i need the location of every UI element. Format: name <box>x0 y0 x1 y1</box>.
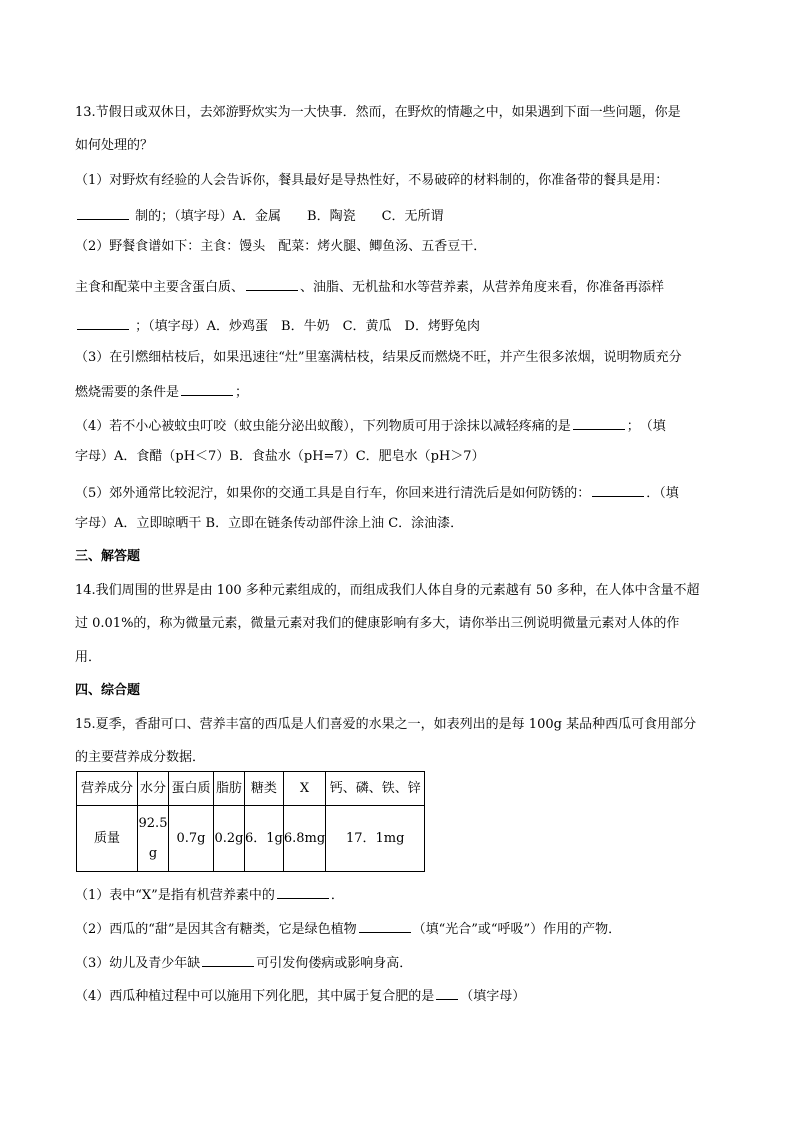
q13-part2-options: ；（填字母）A．炒鸡蛋 B．牛奶 C．黄瓜 D．烤野兔肉 <box>135 319 480 334</box>
q13-part2-line-1: （2）野餐食谱如下：主食：馒头 配菜：烤火腿、鲫鱼汤、五香豆干． <box>75 239 487 254</box>
table-header-cell: 脂肪 <box>214 772 245 806</box>
q15-part2-text: （2）西瓜的“甜”是因其含有糖类，它是绿色植物 <box>75 922 357 937</box>
q15-part3 <box>75 952 412 973</box>
q15-part2-end: （填“光合”或“呼吸”）作用的产物． <box>412 922 622 937</box>
answer-blank[interactable] <box>592 482 644 497</box>
q15-part3-end: 可引发佝偻病或影响身高． <box>256 956 413 971</box>
answer-blank[interactable] <box>359 918 411 933</box>
table-header-cell: 营养成分 <box>77 772 138 806</box>
q13-part4-text: （4）若不小心被蚊虫叮咬（蚊虫能分泌出蚁酸），下列物质可用于涂抹以减轻疼痛的是 <box>75 419 571 434</box>
q15-part4-text: （4）西瓜种植过程中可以施用下列化肥，其中属于复合肥的是 <box>75 989 435 1004</box>
table-cell: 6．1g <box>245 806 284 872</box>
q13-part2-line-3 <box>75 315 480 336</box>
answer-blank[interactable] <box>436 985 458 1000</box>
q14-line-1: 14.我们周围的世界是由 100 多种元素组成的，而组成我们人体自身的元素越有 50 多种，在人体中含量不超 <box>75 583 700 598</box>
q13-part2-line-2 <box>75 276 664 297</box>
q13-part5-line-1 <box>75 482 679 503</box>
q15-part1-end: ． <box>330 888 344 903</box>
answer-blank[interactable] <box>277 884 329 899</box>
q13-part1-options: 制的；（填字母）A．金属 B．陶瓷 C．无所谓 <box>135 209 444 224</box>
q15-part1-text: （1）表中“X”是指有机营养素中的 <box>75 888 275 903</box>
q13-part2-text-a: 主食和配菜中主要含蛋白质、 <box>75 280 245 295</box>
q13-part4-end: ； （填 <box>626 419 666 434</box>
q15-part1 <box>75 884 344 905</box>
table-row-label: 质量 <box>77 806 138 872</box>
table-cell: 6.8mg <box>283 806 325 872</box>
nutrition-table <box>76 771 425 872</box>
q14-line-3: 用． <box>75 650 102 665</box>
answer-blank[interactable] <box>202 952 254 967</box>
answer-blank[interactable] <box>77 315 129 330</box>
table-cell: 0.2g <box>214 806 245 872</box>
table-header-cell: 钙、磷、铁、锌 <box>326 772 425 806</box>
answer-blank[interactable] <box>246 276 298 291</box>
table-header-cell: 水分 <box>138 772 169 806</box>
q13-part3-line-2 <box>75 381 248 402</box>
q15-part3-text: （3）幼儿及青少年缺 <box>75 956 201 971</box>
q13-part4-line-1 <box>75 415 666 436</box>
table-cell: 17．1mg <box>326 806 425 872</box>
table-cell: 92.5g <box>138 806 169 872</box>
q13-part3-line-1: （3）在引燃细枯枝后，如果迅速往“灶”里塞满枯枝，结果反而燃烧不旺，并产生很多浓烟，说明物质充分 <box>75 350 682 365</box>
section-heading-3: 三、解答题 <box>75 549 141 564</box>
q15-line-1: 15.夏季，香甜可口、营养丰富的西瓜是人们喜爱的水果之一，如表列出的是每 100g 某品种西瓜可食用部分 <box>75 717 697 732</box>
section-heading-4: 四、综合题 <box>75 683 141 698</box>
table-row <box>77 806 425 872</box>
q13-part5-text: （5）郊外通常比较泥泞，如果你的交通工具是自行车，你回来进行清洗后是如何防锈的： <box>75 486 591 501</box>
q13-stem-line-2: 如何处理的？ <box>75 138 154 153</box>
answer-blank[interactable] <box>181 381 233 396</box>
q14-line-2: 过 0.01%的，称为微量元素，微量元素对我们的健康影响有多大，请你举出三例说明微量元素对人体的作 <box>75 616 680 631</box>
q13-part3-text: 燃烧需要的条件是 <box>75 385 180 400</box>
table-header-cell: X <box>283 772 325 806</box>
q15-part2 <box>75 918 621 939</box>
q13-part2-text-b: 、油脂、无机盐和水等营养素，从营养角度来看，你准备再添样 <box>300 280 665 295</box>
q13-part1-line-1: （1）对野炊有经验的人会告诉你，餐具最好是导热性好，不易破碎的材料制的，你准备带的餐具是用： <box>75 173 669 188</box>
q15-line-2: 的主要营养成分数据． <box>75 750 206 765</box>
table-header-cell: 蛋白质 <box>169 772 214 806</box>
table-header-row <box>77 772 425 806</box>
q13-part5-line-2: 字母）A．立即晾晒干 B．立即在链条传动部件涂上油 C．涂油漆． <box>75 516 464 531</box>
q13-part3-end: ； <box>235 385 249 400</box>
q15-part4 <box>75 985 525 1006</box>
q15-part4-end: （填字母） <box>460 989 526 1004</box>
table-header-cell: 糖类 <box>245 772 284 806</box>
table-cell: 0.7g <box>169 806 214 872</box>
q13-stem-line-1: 13.节假日或双休日，去郊游野炊实为一大快事．然而，在野炊的情趣之中，如果遇到下面一些问题，你是 <box>75 105 681 120</box>
q13-part1-line-2 <box>75 205 444 226</box>
q13-part4-line-2: 字母）A．食醋（pH＜7）B．食盐水（pH=7）C．肥皂水（pH＞7） <box>75 449 485 464</box>
answer-blank[interactable] <box>77 205 129 220</box>
q13-part5-end: ．（填 <box>646 486 679 501</box>
answer-blank[interactable] <box>573 415 625 430</box>
